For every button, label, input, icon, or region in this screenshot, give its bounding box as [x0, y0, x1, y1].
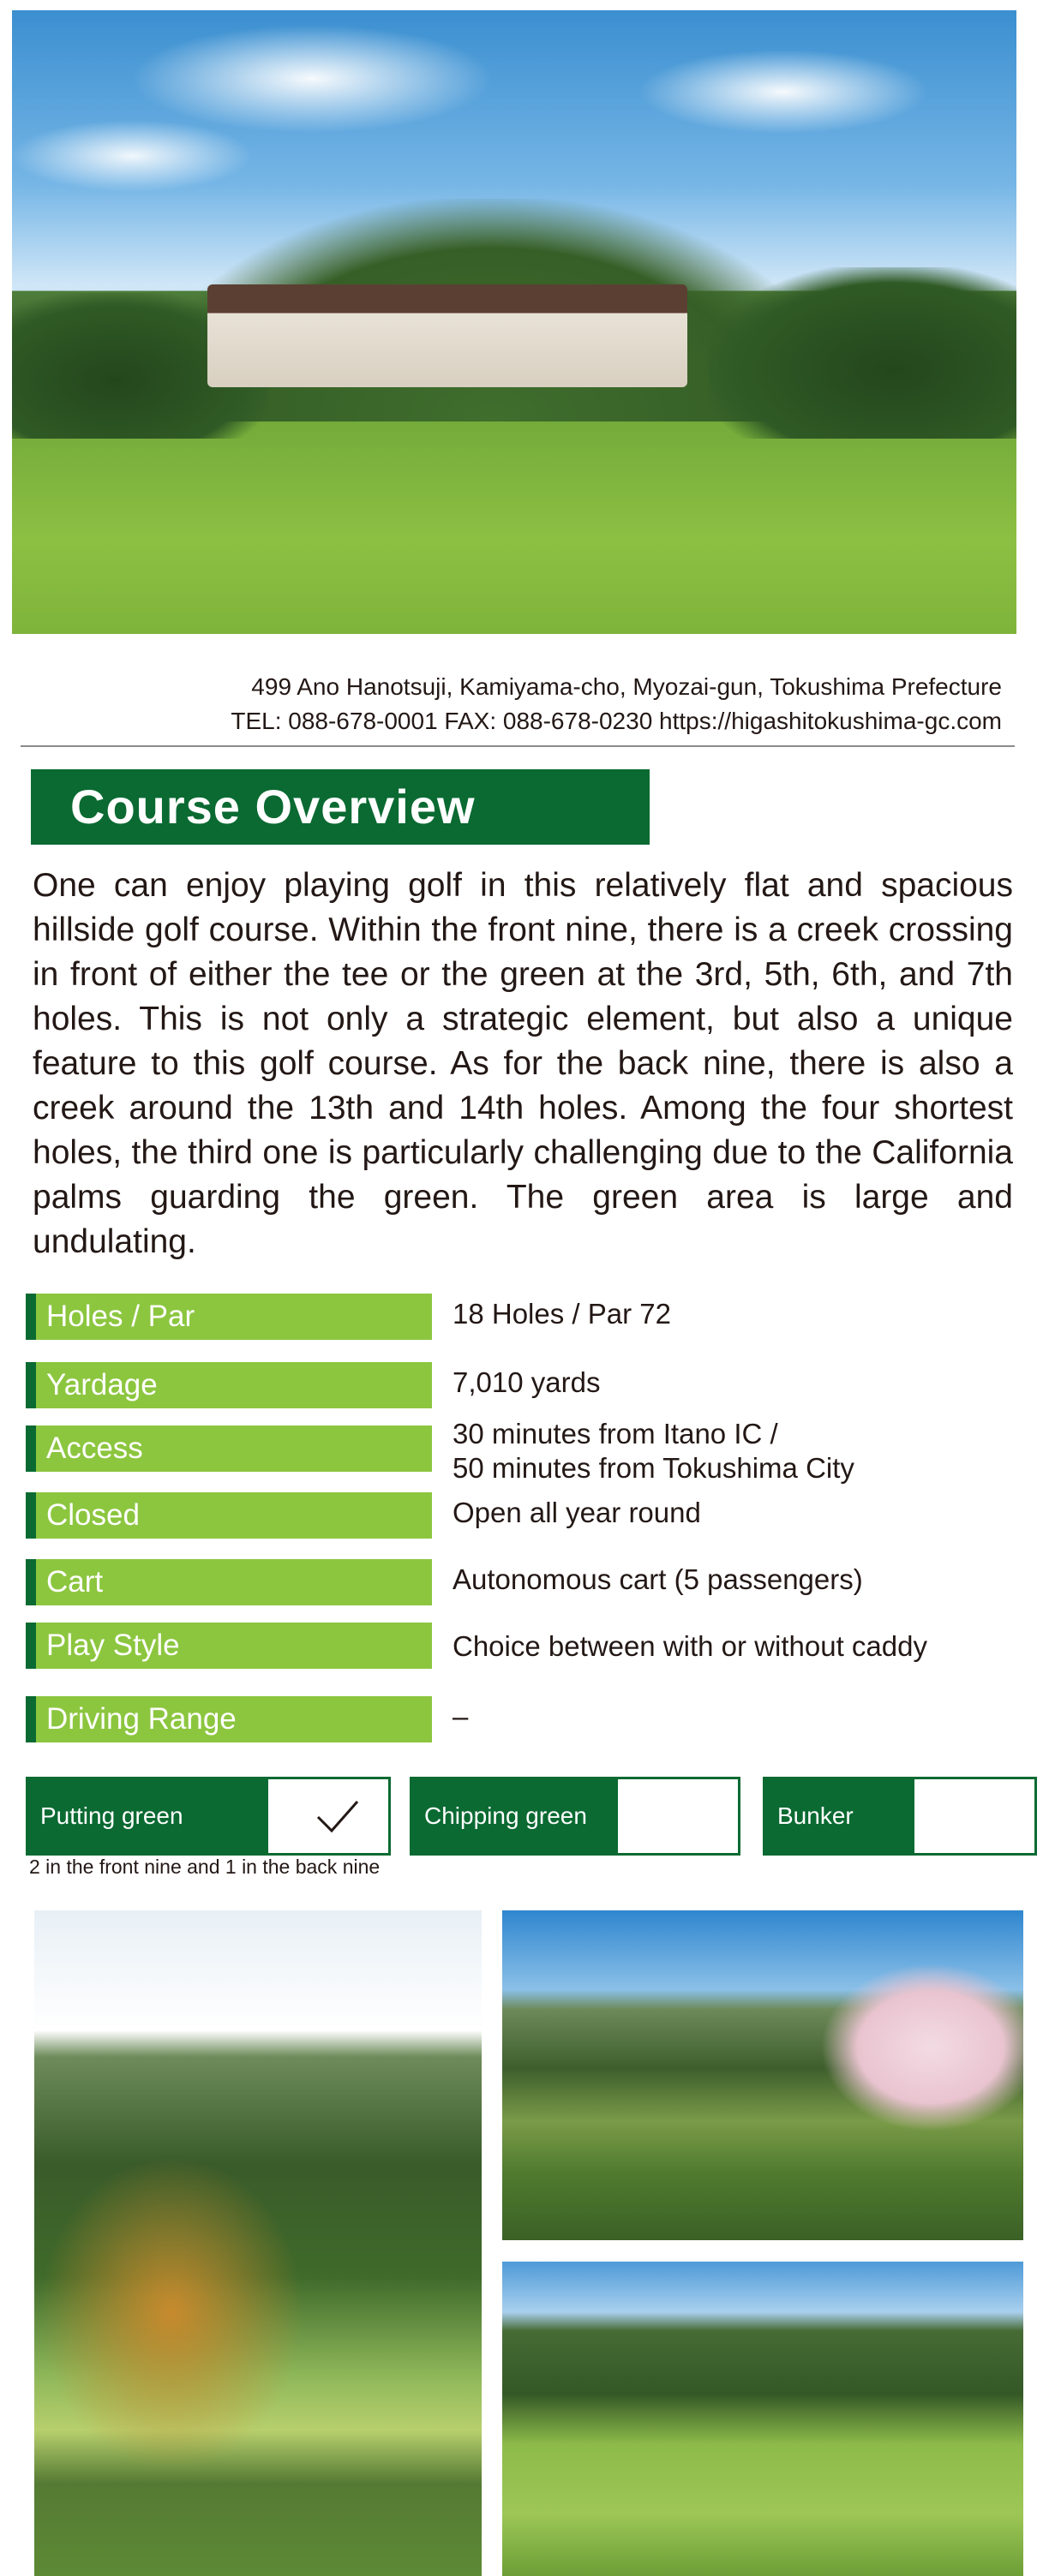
address: 499 Ano Hanotsuji, Kamiyama-cho, Myozai-gun, Tokushima Prefecture: [251, 673, 1002, 700]
course-photo-fairway: [502, 2262, 1023, 2576]
facility-label: Bunker: [765, 1779, 914, 1853]
spec-label: Driving Range: [26, 1696, 432, 1742]
clubhouse-building: [207, 284, 687, 387]
trees-right: [708, 267, 1016, 439]
spec-label: Holes / Par: [26, 1294, 432, 1340]
section-title: Course Overview: [31, 769, 650, 845]
clubhouse-photo: [12, 10, 1016, 634]
spec-label: Access: [26, 1425, 432, 1472]
course-photo-autumn: [34, 1910, 482, 2576]
spec-value-line: 30 minutes from Itano IC /: [453, 1418, 778, 1449]
spec-value: 18 Holes / Par 72: [453, 1298, 671, 1330]
spec-value-line: 50 minutes from Tokushima City: [453, 1452, 854, 1484]
spec-value: 7,010 yards: [453, 1366, 601, 1398]
spec-label: Closed: [26, 1492, 432, 1539]
spec-value: Autonomous cart (5 passengers): [453, 1563, 863, 1595]
spec-label: Play Style: [26, 1623, 432, 1669]
facility-label: Chipping green: [412, 1779, 618, 1853]
facility-bunker: [763, 1777, 1037, 1856]
divider: [21, 745, 1015, 747]
overview-paragraph: One can enjoy playing golf in this relatively flat and spacious hillside golf course. Within the front nine, there is a creek crossing in front of either the tee or the green at the 3rd, 5th, 6th, and 7th holes. This is not only a strategic element, but also a unique feature to this golf course. As for the back nine, there is also a creek around the 13th and 14th holes. Among the four shortest holes, the third one is particularly challenging due to the California palms guarding the green. The green area is large and undulating.: [33, 867, 1013, 1260]
spec-value: –: [453, 1700, 469, 1732]
spec-value: [453, 1417, 1018, 1485]
facility-putting-green: [26, 1777, 391, 1856]
facility-chipping-green: [410, 1777, 740, 1856]
spec-value: Open all year round: [453, 1497, 701, 1528]
contact-line: TEL: 088-678-0001 FAX: 088-678-0230 https://higashitokushima-gc.com: [231, 708, 1002, 734]
spec-label: Cart: [26, 1559, 432, 1605]
spec-label: Yardage: [26, 1362, 432, 1408]
course-photo-cherry-blossom: [502, 1910, 1023, 2240]
spec-value: Choice between with or without caddy: [453, 1630, 927, 1662]
checkmark-icon: [311, 1791, 363, 1843]
facility-note: 2 in the front nine and 1 in the back nine: [29, 1856, 381, 1878]
facility-label: Putting green: [28, 1779, 268, 1853]
